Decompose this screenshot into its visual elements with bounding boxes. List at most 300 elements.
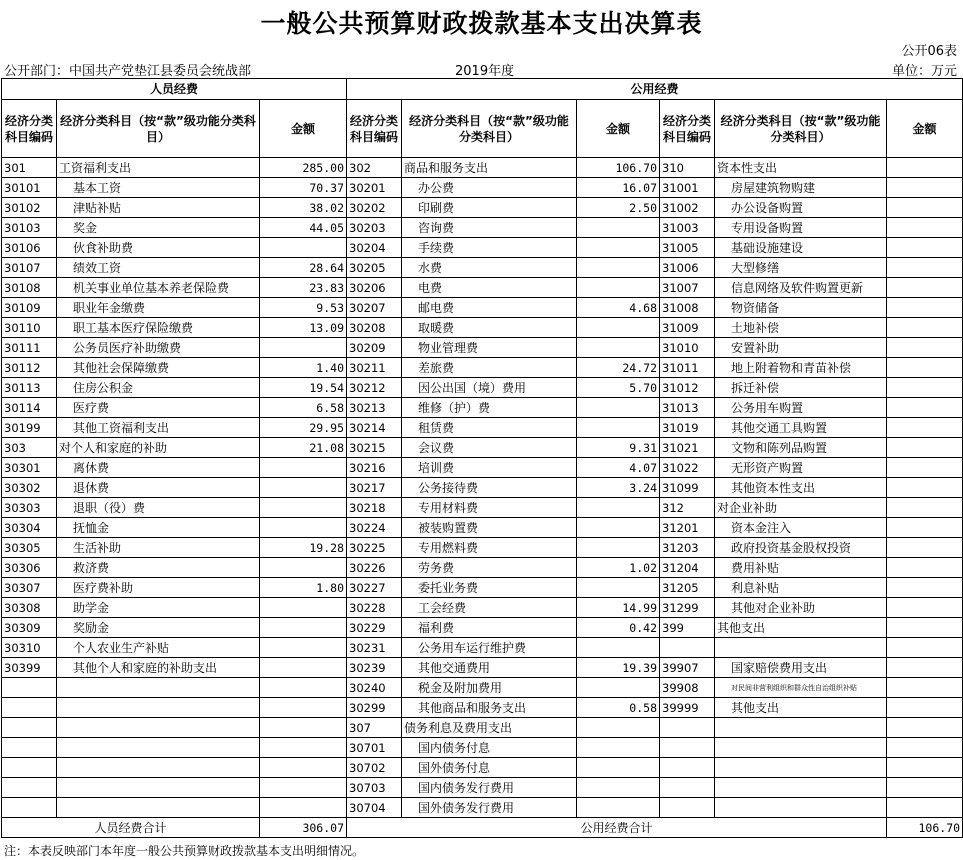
amount-cell <box>577 638 660 658</box>
code-cell: 31019 <box>660 418 715 438</box>
code-cell: 30110 <box>2 318 57 338</box>
code-cell: 31021 <box>660 438 715 458</box>
table-row <box>2 438 963 458</box>
code-cell: 30227 <box>347 578 402 598</box>
amount-cell <box>260 678 347 698</box>
subject-cell: 水费 <box>402 258 577 278</box>
code-cell: 30101 <box>2 178 57 198</box>
subject-cell: 邮电费 <box>402 298 577 318</box>
subject-header: 经济分类科目（按“款”级功能分类科目） <box>715 100 887 158</box>
code-cell: 31201 <box>660 518 715 538</box>
table-row <box>2 458 963 478</box>
amount-cell: 285.00 <box>260 158 347 178</box>
form-number: 公开06表 <box>901 44 957 59</box>
subject-cell: 对民间非营利组织和群众性自治组织补贴 <box>715 678 887 698</box>
amount-cell: 38.02 <box>260 198 347 218</box>
subject-cell: 国外债务发行费用 <box>402 798 577 818</box>
amount-cell <box>577 318 660 338</box>
code-cell: 39908 <box>660 678 715 698</box>
subject-cell <box>715 638 887 658</box>
code-cell: 30213 <box>347 398 402 418</box>
subject-cell: 职工基本医疗保险缴费 <box>57 318 260 338</box>
amount-cell <box>577 278 660 298</box>
subject-cell: 信息网络及软件购置更新 <box>715 278 887 298</box>
amount-cell <box>887 338 963 358</box>
table-row <box>2 218 963 238</box>
amount-cell <box>887 758 963 778</box>
table-row <box>2 318 963 338</box>
code-cell: 30240 <box>347 678 402 698</box>
table-row <box>2 798 963 818</box>
amount-cell <box>887 638 963 658</box>
department-label: 公开部门：中国共产党垫江县委员会统战部 <box>4 64 252 79</box>
table-row <box>2 298 963 318</box>
amount-cell: 9.53 <box>260 298 347 318</box>
expenditure-table <box>1 78 963 838</box>
subject-cell: 办公设备购置 <box>715 198 887 218</box>
code-cell: 30103 <box>2 218 57 238</box>
subject-cell: 基础设施建设 <box>715 238 887 258</box>
amount-cell <box>260 338 347 358</box>
amount-cell: 28.64 <box>260 258 347 278</box>
code-cell: 301 <box>2 158 57 178</box>
code-cell: 30206 <box>347 278 402 298</box>
subject-cell: 基本工资 <box>57 178 260 198</box>
code-cell: 30112 <box>2 358 57 378</box>
amount-cell: 19.54 <box>260 378 347 398</box>
subject-cell: 救济费 <box>57 558 260 578</box>
amount-cell <box>260 518 347 538</box>
subject-cell <box>57 738 260 758</box>
amount-cell: 4.07 <box>577 458 660 478</box>
code-cell <box>2 698 57 718</box>
amount-cell: 1.40 <box>260 358 347 378</box>
personnel-total-label: 人员经费合计 <box>2 818 260 838</box>
subject-cell: 大型修缮 <box>715 258 887 278</box>
code-cell: 30304 <box>2 518 57 538</box>
subject-cell: 印刷费 <box>402 198 577 218</box>
subject-cell <box>57 698 260 718</box>
amount-cell: 0.58 <box>577 698 660 718</box>
code-cell: 30308 <box>2 598 57 618</box>
subject-cell: 因公出国（境）费用 <box>402 378 577 398</box>
subject-cell: 公务用车运行维护费 <box>402 638 577 658</box>
amount-cell <box>260 598 347 618</box>
code-cell: 30703 <box>347 778 402 798</box>
amount-cell: 6.58 <box>260 398 347 418</box>
amount-cell: 3.24 <box>577 478 660 498</box>
amount-cell: 0.42 <box>577 618 660 638</box>
amount-cell: 106.70 <box>577 158 660 178</box>
amount-cell <box>887 538 963 558</box>
subject-cell: 离休费 <box>57 458 260 478</box>
subject-cell <box>57 718 260 738</box>
table-row <box>2 418 963 438</box>
amount-cell <box>260 638 347 658</box>
subject-cell: 公务员医疗补助缴费 <box>57 338 260 358</box>
amount-cell <box>260 738 347 758</box>
amount-cell <box>577 798 660 818</box>
amount-cell: 13.09 <box>260 318 347 338</box>
code-cell: 31005 <box>660 238 715 258</box>
code-cell: 30701 <box>347 738 402 758</box>
subject-cell <box>57 798 260 818</box>
code-cell: 307 <box>347 718 402 738</box>
subject-cell: 租赁费 <box>402 418 577 438</box>
amount-cell <box>887 178 963 198</box>
amount-cell <box>260 498 347 518</box>
amount-cell: 9.31 <box>577 438 660 458</box>
amount-cell <box>260 458 347 478</box>
code-cell <box>2 798 57 818</box>
amount-cell: 29.95 <box>260 418 347 438</box>
subject-cell: 物资储备 <box>715 298 887 318</box>
code-cell: 30215 <box>347 438 402 458</box>
subject-cell: 安置补助 <box>715 338 887 358</box>
subject-cell: 费用补贴 <box>715 558 887 578</box>
code-cell <box>2 718 57 738</box>
table-row <box>2 158 963 178</box>
code-cell: 399 <box>660 618 715 638</box>
subject-cell: 其他商品和服务支出 <box>402 698 577 718</box>
code-cell: 31009 <box>660 318 715 338</box>
code-cell: 30307 <box>2 578 57 598</box>
subject-cell: 福利费 <box>402 618 577 638</box>
code-cell: 30226 <box>347 558 402 578</box>
report-title: 一般公共预算财政拨款基本支出决算表 <box>260 9 703 38</box>
amount-cell <box>577 258 660 278</box>
code-cell: 30702 <box>347 758 402 778</box>
table-row <box>2 778 963 798</box>
table-row <box>2 378 963 398</box>
table-row <box>2 558 963 578</box>
amount-cell <box>577 418 660 438</box>
table-row <box>2 698 963 718</box>
table-row <box>2 678 963 698</box>
code-cell: 30228 <box>347 598 402 618</box>
public-group-header: 公用经费 <box>347 79 963 100</box>
table-row <box>2 638 963 658</box>
amount-cell <box>577 338 660 358</box>
code-cell: 312 <box>660 498 715 518</box>
code-cell: 30224 <box>347 518 402 538</box>
amount-cell: 23.83 <box>260 278 347 298</box>
amount-cell <box>887 658 963 678</box>
code-cell: 30102 <box>2 198 57 218</box>
amount-cell: 21.08 <box>260 438 347 458</box>
code-cell: 31203 <box>660 538 715 558</box>
amount-cell: 44.05 <box>260 218 347 238</box>
code-cell: 39999 <box>660 698 715 718</box>
amount-cell <box>260 238 347 258</box>
amount-cell <box>887 258 963 278</box>
subject-cell: 国外债务付息 <box>402 758 577 778</box>
amount-cell <box>887 618 963 638</box>
subject-cell: 个人农业生产补贴 <box>57 638 260 658</box>
amount-cell <box>577 538 660 558</box>
amount-header: 金额 <box>260 100 347 158</box>
table-row <box>2 358 963 378</box>
column-header-row <box>2 100 963 158</box>
subject-cell: 维修（护）费 <box>402 398 577 418</box>
code-cell: 30199 <box>2 418 57 438</box>
amount-cell <box>887 218 963 238</box>
subject-cell: 公务接待费 <box>402 478 577 498</box>
code-cell: 30201 <box>347 178 402 198</box>
table-row <box>2 518 963 538</box>
code-cell <box>660 738 715 758</box>
code-cell: 303 <box>2 438 57 458</box>
code-header: 经济分类科目编码 <box>660 100 715 158</box>
table-row <box>2 178 963 198</box>
code-cell: 310 <box>660 158 715 178</box>
amount-cell <box>887 318 963 338</box>
amount-cell <box>260 798 347 818</box>
amount-cell <box>887 378 963 398</box>
code-cell: 30111 <box>2 338 57 358</box>
table-row <box>2 578 963 598</box>
subject-cell: 奖励金 <box>57 618 260 638</box>
table-row <box>2 498 963 518</box>
table-row <box>2 598 963 618</box>
code-cell: 30301 <box>2 458 57 478</box>
amount-cell <box>577 738 660 758</box>
table-row <box>2 198 963 218</box>
amount-cell <box>260 478 347 498</box>
amount-cell <box>260 658 347 678</box>
code-cell: 30108 <box>2 278 57 298</box>
table-note: 注：本表反映部门本年度一般公共预算财政拨款基本支出明细情况。 <box>4 844 365 858</box>
amount-cell <box>887 358 963 378</box>
subject-cell: 商品和服务支出 <box>402 158 577 178</box>
amount-cell <box>577 518 660 538</box>
subject-cell: 手续费 <box>402 238 577 258</box>
subject-cell: 医疗费补助 <box>57 578 260 598</box>
amount-cell <box>260 558 347 578</box>
code-cell: 302 <box>347 158 402 178</box>
code-cell: 30214 <box>347 418 402 438</box>
code-cell <box>660 718 715 738</box>
code-cell: 30114 <box>2 398 57 418</box>
amount-cell <box>887 678 963 698</box>
unit-label: 单位：万元 <box>891 64 957 79</box>
subject-cell: 资本金注入 <box>715 518 887 538</box>
code-cell: 30109 <box>2 298 57 318</box>
subject-cell: 工资福利支出 <box>57 158 260 178</box>
amount-cell <box>887 578 963 598</box>
amount-cell <box>577 778 660 798</box>
code-cell: 30299 <box>347 698 402 718</box>
subject-cell: 被装购置费 <box>402 518 577 538</box>
code-cell: 31204 <box>660 558 715 578</box>
subject-cell: 国内债务发行费用 <box>402 778 577 798</box>
subject-cell <box>715 798 887 818</box>
amount-cell: 24.72 <box>577 358 660 378</box>
code-cell <box>2 778 57 798</box>
subject-cell: 其他个人和家庭的补助支出 <box>57 658 260 678</box>
subject-cell: 助学金 <box>57 598 260 618</box>
amount-cell: 16.07 <box>577 178 660 198</box>
amount-cell <box>887 398 963 418</box>
amount-cell: 14.99 <box>577 598 660 618</box>
code-cell: 31006 <box>660 258 715 278</box>
code-cell: 31008 <box>660 298 715 318</box>
code-cell: 30205 <box>347 258 402 278</box>
code-cell: 30309 <box>2 618 57 638</box>
code-cell: 30209 <box>347 338 402 358</box>
code-cell: 30106 <box>2 238 57 258</box>
amount-cell <box>577 718 660 738</box>
group-header-row <box>2 79 963 100</box>
amount-cell: 70.37 <box>260 178 347 198</box>
subject-cell: 债务利息及费用支出 <box>402 718 577 738</box>
amount-cell <box>577 758 660 778</box>
amount-cell <box>887 238 963 258</box>
table-row <box>2 658 963 678</box>
subject-cell: 工会经费 <box>402 598 577 618</box>
code-cell: 31002 <box>660 198 715 218</box>
subject-cell: 其他交通工具购置 <box>715 418 887 438</box>
amount-cell <box>260 718 347 738</box>
code-cell: 30305 <box>2 538 57 558</box>
subject-cell: 咨询费 <box>402 218 577 238</box>
code-cell: 30208 <box>347 318 402 338</box>
code-cell: 30204 <box>347 238 402 258</box>
subject-header: 经济分类科目（按“款”级功能分类科目） <box>402 100 577 158</box>
code-cell: 30212 <box>347 378 402 398</box>
amount-cell <box>887 158 963 178</box>
amount-cell <box>887 478 963 498</box>
code-cell: 30216 <box>347 458 402 478</box>
subject-cell: 税金及附加费用 <box>402 678 577 698</box>
amount-cell <box>887 718 963 738</box>
year-label: 2019年度 <box>455 64 515 79</box>
amount-cell: 1.80 <box>260 578 347 598</box>
subject-cell: 文物和陈列品购置 <box>715 438 887 458</box>
amount-cell <box>887 798 963 818</box>
table-row <box>2 758 963 778</box>
subject-cell <box>57 778 260 798</box>
code-cell: 31013 <box>660 398 715 418</box>
subject-cell: 住房公积金 <box>57 378 260 398</box>
amount-cell <box>887 198 963 218</box>
subject-cell: 物业管理费 <box>402 338 577 358</box>
amount-cell <box>577 678 660 698</box>
subject-cell: 电费 <box>402 278 577 298</box>
subject-cell: 其他支出 <box>715 698 887 718</box>
subject-cell: 抚恤金 <box>57 518 260 538</box>
table-row <box>2 398 963 418</box>
amount-cell <box>887 698 963 718</box>
code-cell: 30704 <box>347 798 402 818</box>
code-cell: 30310 <box>2 638 57 658</box>
amount-cell: 5.70 <box>577 378 660 398</box>
subject-cell: 对企业补助 <box>715 498 887 518</box>
amount-cell <box>887 778 963 798</box>
subject-cell: 取暖费 <box>402 318 577 338</box>
amount-cell <box>887 558 963 578</box>
subject-cell: 国家赔偿费用支出 <box>715 658 887 678</box>
subject-cell: 其他资本性支出 <box>715 478 887 498</box>
subject-cell <box>715 718 887 738</box>
subject-cell: 机关事业单位基本养老保险费 <box>57 278 260 298</box>
code-cell <box>660 778 715 798</box>
code-cell: 30113 <box>2 378 57 398</box>
table-row <box>2 738 963 758</box>
amount-header: 金额 <box>887 100 963 158</box>
subject-header: 经济分类科目（按“款”级功能分类科目） <box>57 100 260 158</box>
subject-cell <box>57 678 260 698</box>
amount-cell <box>260 618 347 638</box>
code-cell <box>2 738 57 758</box>
subject-cell: 地上附着物和青苗补偿 <box>715 358 887 378</box>
subject-cell: 对个人和家庭的补助 <box>57 438 260 458</box>
table-row <box>2 238 963 258</box>
subject-cell: 差旅费 <box>402 358 577 378</box>
subject-cell: 土地补偿 <box>715 318 887 338</box>
table-row <box>2 718 963 738</box>
amount-cell <box>887 418 963 438</box>
code-cell: 31001 <box>660 178 715 198</box>
amount-cell <box>887 518 963 538</box>
subject-cell: 其他支出 <box>715 618 887 638</box>
subject-cell: 会议费 <box>402 438 577 458</box>
amount-cell <box>887 598 963 618</box>
code-cell: 31010 <box>660 338 715 358</box>
amount-cell: 4.68 <box>577 298 660 318</box>
code-cell: 30231 <box>347 638 402 658</box>
public-total-value: 106.70 <box>887 818 963 838</box>
subject-cell: 专用材料费 <box>402 498 577 518</box>
code-cell <box>660 798 715 818</box>
code-cell: 31099 <box>660 478 715 498</box>
amount-cell <box>887 458 963 478</box>
code-cell: 31205 <box>660 578 715 598</box>
subject-cell: 生活补助 <box>57 538 260 558</box>
code-header: 经济分类科目编码 <box>2 100 57 158</box>
code-cell: 30217 <box>347 478 402 498</box>
amount-cell <box>577 498 660 518</box>
amount-cell: 19.28 <box>260 538 347 558</box>
table-row <box>2 538 963 558</box>
subject-cell: 奖金 <box>57 218 260 238</box>
subject-cell: 其他对企业补助 <box>715 598 887 618</box>
code-cell <box>2 758 57 778</box>
subject-cell: 房屋建筑物购建 <box>715 178 887 198</box>
subject-cell <box>715 738 887 758</box>
code-cell: 30399 <box>2 658 57 678</box>
code-cell <box>660 758 715 778</box>
code-cell <box>2 678 57 698</box>
subject-cell: 拆迁补偿 <box>715 378 887 398</box>
subject-cell: 培训费 <box>402 458 577 478</box>
code-cell: 30303 <box>2 498 57 518</box>
code-cell: 30239 <box>347 658 402 678</box>
table-row <box>2 478 963 498</box>
subject-cell: 国内债务付息 <box>402 738 577 758</box>
subject-cell: 无形资产购置 <box>715 458 887 478</box>
subject-cell: 职业年金缴费 <box>57 298 260 318</box>
subject-cell: 其他工资福利支出 <box>57 418 260 438</box>
table-row <box>2 618 963 638</box>
amount-cell <box>577 398 660 418</box>
amount-cell <box>887 498 963 518</box>
amount-cell: 2.50 <box>577 198 660 218</box>
code-cell: 30207 <box>347 298 402 318</box>
amount-cell: 1.02 <box>577 558 660 578</box>
subject-cell: 绩效工资 <box>57 258 260 278</box>
amount-cell <box>260 698 347 718</box>
